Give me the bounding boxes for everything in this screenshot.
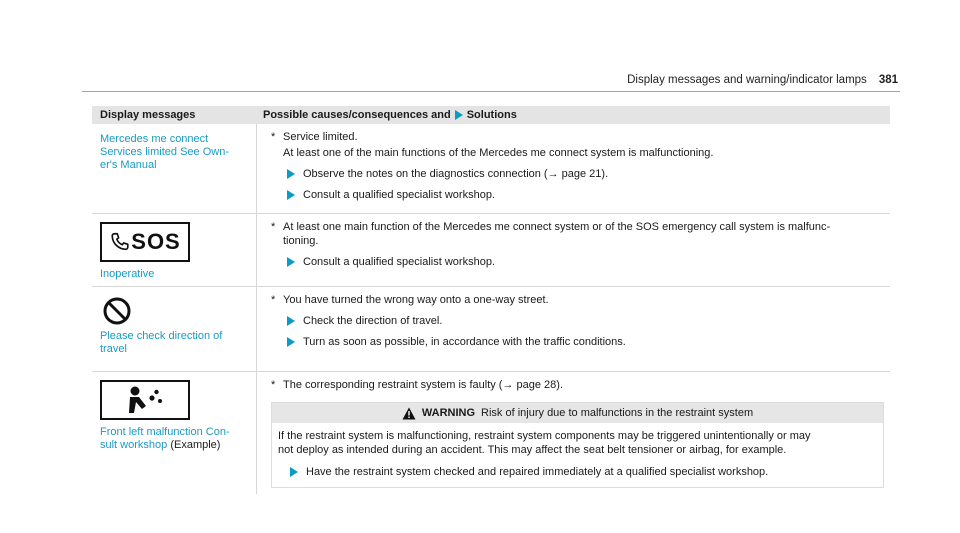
warning-body (272, 423, 883, 487)
warning-text: not deploy as intended during an accident. This may affect the seat belt tensioner or airbag, for example. (278, 444, 787, 456)
message-line: Mercedes me connect (100, 133, 209, 145)
solution-step (287, 188, 890, 202)
message-line: Please check direction of (100, 330, 223, 342)
asterisk-icon: * (271, 294, 276, 306)
solution-text: Observe the notes on the diagnostics connection (→ page 21). (303, 168, 609, 180)
table-row (92, 214, 890, 287)
no-entry-icon (102, 296, 132, 326)
solution-text: Check the direction of travel. (303, 315, 443, 327)
solution-cell (257, 372, 890, 494)
solution-step (287, 314, 890, 328)
arrow-right-icon (455, 110, 463, 120)
asterisk-icon: * (271, 379, 276, 391)
phone-icon (109, 231, 131, 253)
warning-header (272, 403, 883, 423)
message-line: Services limited See Own- (100, 146, 229, 158)
running-header (627, 74, 898, 86)
cause-text: The corresponding restraint system is faulty (→ page 28). (283, 379, 564, 391)
warning-title: Risk of injury due to malfunctions in the restraint system (481, 407, 754, 419)
arrow-right-icon (290, 467, 298, 477)
message-line: sult workshop (100, 439, 168, 451)
message-text (100, 330, 248, 356)
warning-box (271, 402, 884, 488)
solution-cell (257, 214, 890, 286)
message-line: Front left malfunction Con- (100, 426, 230, 438)
solution-text: Consult a qualified specialist workshop. (303, 256, 495, 268)
warning-text: If the restraint system is malfunctioning, restraint system components may be triggered unintentionally or may (278, 430, 811, 442)
message-cell (92, 372, 257, 494)
solution-text: Have the restraint system checked and repaired immediately at a qualified specialist workshop. (306, 466, 769, 478)
asterisk-icon: * (271, 221, 276, 233)
sos-label: SOS (131, 229, 181, 254)
cause-text: At least one main function of the Mercedes me connect system or of the SOS emergency call system is malfunc- (283, 221, 831, 233)
table-row (92, 124, 890, 214)
message-suffix: (Example) (170, 439, 221, 451)
solution-step (287, 167, 890, 181)
display-messages-table (92, 106, 890, 494)
arrow-right-icon (287, 169, 295, 179)
section-title: Display messages and warning/indicator lamps (627, 74, 867, 86)
table-row (92, 372, 890, 494)
airbag-icon (125, 385, 165, 415)
solution-cell (257, 124, 890, 213)
cause (271, 220, 890, 248)
message-line: travel (100, 343, 127, 355)
cause-text: You have turned the wrong way onto a one-way street. (283, 294, 549, 306)
message-text: Inoperative (100, 268, 155, 280)
arrow-right-icon (287, 190, 295, 200)
col-header-solutions (257, 109, 890, 121)
message-cell (92, 124, 257, 213)
cause-text: Service limited. (283, 131, 358, 143)
solution-step (287, 255, 890, 269)
warning-label: WARNING (421, 407, 476, 419)
cause (271, 130, 890, 160)
airbag-warning-icon (100, 380, 190, 420)
message-cell (92, 287, 257, 371)
warning-triangle-icon (402, 407, 416, 420)
message-line: er's Manual (100, 159, 157, 171)
table-header (92, 106, 890, 124)
header-rule (82, 91, 900, 92)
cause-text: tioning. (283, 235, 319, 247)
table-row (92, 287, 890, 372)
col-header-suffix: Solutions (466, 109, 517, 121)
arrow-right-icon (287, 316, 295, 326)
solution-text: Turn as soon as possible, in accordance with the traffic conditions. (303, 336, 626, 348)
col-header-prefix: Possible causes/consequences and (263, 109, 451, 121)
sos-icon (100, 222, 190, 262)
page-number: 381 (878, 74, 898, 86)
col-header-messages: Display messages (100, 109, 196, 121)
solution-text: Consult a qualified specialist workshop. (303, 189, 495, 201)
cause (271, 293, 890, 307)
solution-step (287, 335, 890, 349)
arrow-right-icon (287, 337, 295, 347)
cause (271, 378, 890, 392)
asterisk-icon: * (271, 131, 276, 143)
arrow-right-icon (287, 257, 295, 267)
cause-detail: At least one of the main functions of the Mercedes me connect system is malfunctioning. (283, 147, 714, 159)
solution-cell (257, 287, 890, 371)
message-text (100, 426, 248, 452)
message-cell (92, 214, 257, 286)
solution-step (290, 465, 877, 479)
